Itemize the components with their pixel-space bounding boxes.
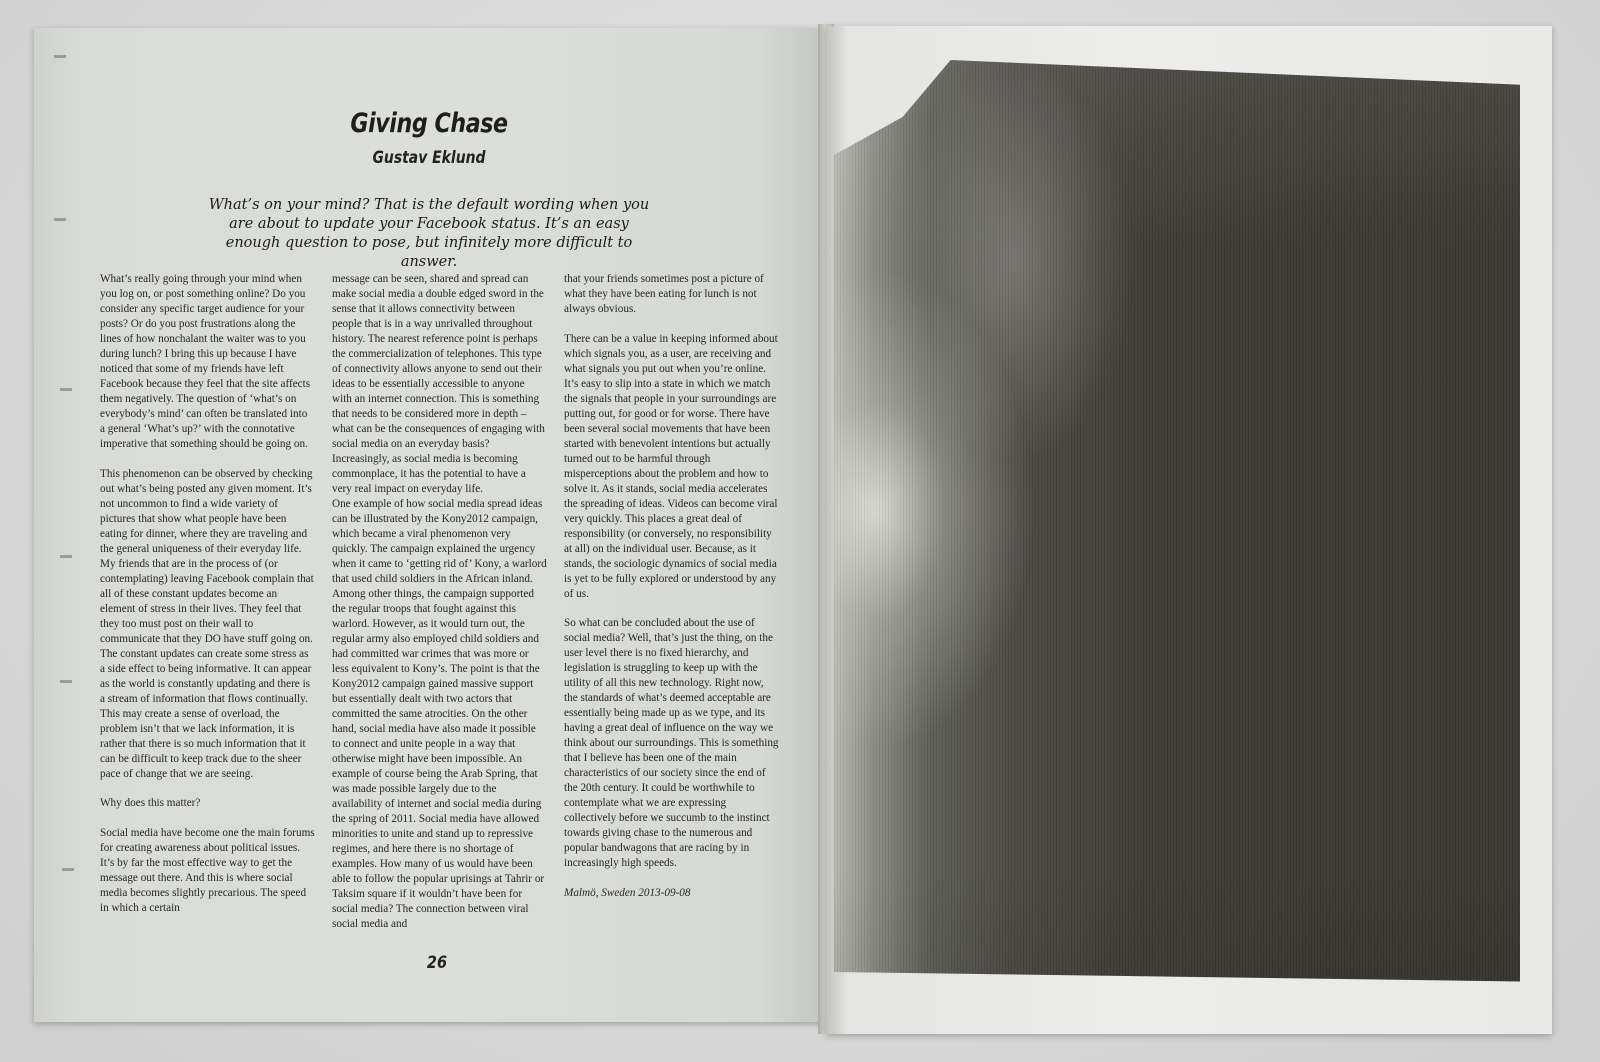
dateline: Malmö, Sweden 2013-09-08 — [564, 886, 691, 899]
binding-mark — [60, 555, 72, 558]
subheading: Why does this matter? — [100, 797, 201, 809]
binding-mark — [54, 218, 66, 221]
paragraph: One example of how social media spread ideas can be illustrated by the Kony2012 campaign, which became a viral phenomenon very quickly. The campaign explained the urgency when it came to ‘getting rid of’ Kony, a warlord that used child soldiers in the African inland. Among other things, the campaign supported the regular troops that fought against this warlord. However, as it would turn out, the regular army also employed child soldiers and had committed war crimes that was more or less equivalent to Kony’s. The point is that the Kony2012 campaign gained massive support but essentially dealt with two actors that committed the same atrocities. On the other hand, social media have also made it possible to connect and unite people in a way that otherwise might have been impossible. An example of course being the Arab Spring, that was made possible largely due to the availability of internet and social media during the spring of 2011. Social media have allowed minorities to unite and stand up to repressive regimes, and here there is no shortage of examples. How many of us would have been able to follow the popular uprisings at Tahrir or Taksim square if it wouldn’t have been for social media? The connection between viral social media and — [332, 498, 547, 930]
article-title: Giving Chase — [350, 108, 508, 139]
text-column-1 — [100, 272, 315, 916]
article-lead: What’s on your mind? That is the default wording when you are about to update your Facebook status. It’s an easy enough question to pose, but infinitely more difficult to answer. — [208, 197, 650, 270]
paragraph: message can be seen, shared and spread can make social media a double edged sword in the sense that it allows connectivity between people that is in a way unrivalled throughout history. The nearest reference point is perhaps the commercialization of telephones. This type of connectivity allows anyone to send out their ideas to be essentially accessible to anyone with an internet connection. This is something that needs to be considered more in depth – what can be the consequences of engaging with social media on an everyday basis? Increasingly, as social media is becoming commonplace, it has the potential to have a very real impact on everyday life. — [332, 273, 545, 495]
binding-mark — [62, 868, 74, 871]
left-page — [34, 28, 824, 1022]
text-column-2 — [332, 272, 547, 932]
paragraph: What’s really going through your mind when you log on, or post something online? Do you consider any specific target audience for your posts? Or do you post frustrations along the lines of how nonchalant the waiter was to you during lunch? I bring this up because I have noticed that some of my friends have left Facebook because they feel that the site affects them negatively. The question of ‘what’s on everybody’s mind’ can often be translated into a general ‘What’s up?’ with the connotative imperative that something should be going on. — [100, 273, 311, 450]
page-number: 26 — [426, 953, 448, 973]
binding-mark — [60, 680, 72, 683]
paragraph: that your friends sometimes post a picture of what they have been eating for lunch is not always obvious. — [564, 273, 764, 315]
paragraph: This phenomenon can be observed by checking out what’s being posted any given moment. It’s not uncommon to find a wide variety of pictures that show what people have been eating for dinner, where they are traveling and the general uniqueness of their everyday life. My friends that are in the process of (or contemplating) leaving Facebook complain that all of these constant updates become an element of stress in their lives. They feel that they too must post on their wall to communicate that they DO have stuff going on. The constant updates can create some stress as a side effect to being informative. It can appear as the world is constantly updating and there is a stream of information that flows continually. This may create a sense of overload, the problem isn’t that we lack information, it is rather that there is so much information that it can be difficult to keep track due to the sheer pace of change that we are seeing. — [100, 467, 314, 780]
blurred-photo-image — [834, 60, 1520, 1010]
binding-mark — [54, 55, 66, 58]
paragraph: Social media have become one the main forums for creating awareness about political issues. It’s by far the most effective way to get the message out there. And this is where social media becomes slightly precarious. The speed in which a certain — [100, 826, 315, 914]
text-column-3 — [564, 272, 779, 915]
paragraph: So what can be concluded about the use of social media? Well, that’s just the thing, on the user level there is no fixed hierarchy, and legislation is struggling to keep up with the utility of all this new technology. Right now, the standards of what’s deemed acceptable are essentially being made up as we type, and its having a great deal of influence on the way we think about our surroundings. This is something that I believe has been one of the main characteristics of our society since the end of the 20th century. It could be worthwhile to contemplate what we are expressing collectively before we succumb to the instinct towards giving chase to the numerous and popular bandwagons that are racing by in increasingly high speeds. — [564, 617, 779, 869]
article-author: Gustav Eklund — [372, 148, 486, 168]
paragraph: There can be a value in keeping informed about which signals you, as a user, are receiving and what signals you put out when you’re online. It’s easy to slip into a state in which we match the signals that people in your surroundings are putting out, for good or for worse. There have been several social movements that have been started with benevolent intentions but actually turned out to be harmful through misperceptions about the problem and how to solve it. As it stands, social media accelerates the spreading of ideas. Videos can become viral very quickly. This places a great deal of responsibility (or conversely, no responsibility at all) on the individual user. Because, as it stands, the sociologic dynamics of social media is yet to be fully explored or understood by any of us. — [564, 332, 778, 600]
binding-mark — [60, 388, 72, 391]
